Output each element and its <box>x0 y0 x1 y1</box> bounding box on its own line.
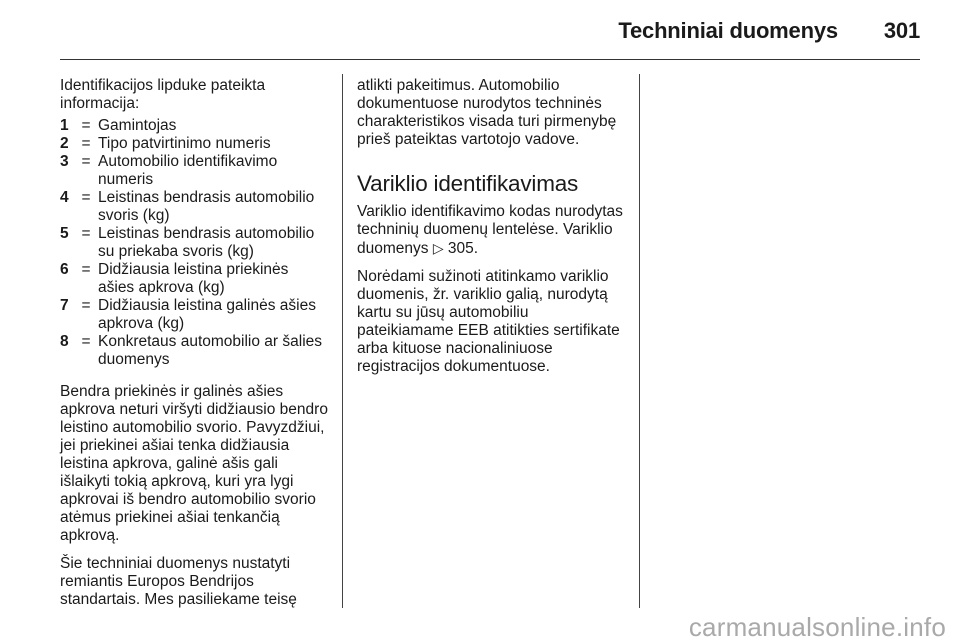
definition-item <box>60 153 328 189</box>
item-number: 6 <box>60 261 69 278</box>
item-equals: = <box>81 117 91 134</box>
item-equals: = <box>81 261 91 278</box>
item-equals: = <box>81 297 91 314</box>
item-text: Leistinas bendrasis automobilio svoris (kg) <box>98 189 315 224</box>
item-text: Konkretaus automobilio ar šalies duomenys <box>98 333 323 368</box>
item-number: 5 <box>60 225 69 242</box>
page-title: Techniniai duomenys <box>618 18 838 43</box>
engine-code-paragraph <box>357 203 629 258</box>
item-text: Automobilio identifikavimo numeris <box>98 153 278 188</box>
column-divider-2 <box>639 74 640 608</box>
label-intro: Identifikacijos lipduke pateikta informacija: <box>60 77 266 112</box>
item-equals: = <box>81 225 91 242</box>
right-column <box>357 77 629 386</box>
item-number: 8 <box>60 333 69 350</box>
watermark: carmanualsonline.info <box>688 612 946 642</box>
left-column <box>60 77 328 619</box>
definition-item <box>60 261 328 297</box>
definition-item <box>60 117 328 135</box>
page-reference-link[interactable]: 305. <box>447 240 479 257</box>
item-text: Didžiausia leistina galinės ašies apkrova (kg) <box>98 297 316 332</box>
section-heading: Variklio identifikavimas <box>357 171 579 196</box>
item-equals: = <box>81 135 91 152</box>
item-text: Tipo patvirtinimo numeris <box>98 135 271 152</box>
axle-load-paragraph: Bendra priekinės ir galinės ašies apkrova neturi viršyti didžiausio bendro leistino automobilio svorio. Pavyzdžiui, jei priekinei ašiai tenka didžiausia leistina apkrova, galinė ašis gali išlaikyti tokią apkrovą, kuri yra lygi apkrovai iš bendro automobilio svorio atėmus priekinei ašiai tenkančią apkrovą. <box>60 383 328 544</box>
engine-data-paragraph: Norėdami sužinoti atitinkamo variklio duomenis, žr. variklio galią, nurodytą kartu su jūsų automobiliu pateikiamame EEB atitikties sertifikate arba kituose nacionaliniuose registracijos dokumentuose. <box>357 268 620 375</box>
item-number: 2 <box>60 135 69 152</box>
header-rule <box>60 59 920 60</box>
item-number: 7 <box>60 297 69 314</box>
item-equals: = <box>81 153 91 170</box>
label-definition-list <box>60 117 328 369</box>
definition-item <box>60 135 328 153</box>
item-text: Leistinas bendrasis automobilio su priekaba svoris (kg) <box>98 225 315 260</box>
item-number: 4 <box>60 189 69 206</box>
item-number: 1 <box>60 117 69 134</box>
item-equals: = <box>81 189 91 206</box>
standards-paragraph: Šie techniniai duomenys nustatyti remiantis Europos Bendrijos standartais. Mes pasiliekame teisę <box>60 555 297 608</box>
definition-item <box>60 189 328 225</box>
item-number: 3 <box>60 153 69 170</box>
page-reference-icon: ▷ <box>432 240 444 256</box>
definition-item <box>60 297 328 333</box>
changes-paragraph: atlikti pakeitimus. Automobilio dokumentuose nurodytos techninės charakteristikos visada turi pirmenybę prieš pateiktas vartotojo vadove. <box>357 77 617 148</box>
definition-item <box>60 225 328 261</box>
item-equals: = <box>81 333 91 350</box>
page-header <box>60 14 920 48</box>
item-text: Didžiausia leistina priekinės ašies apkrova (kg) <box>98 261 289 296</box>
column-divider-1 <box>342 74 343 608</box>
definition-item <box>60 333 328 369</box>
page-number: 301 <box>883 18 920 43</box>
item-text: Gamintojas <box>98 117 177 134</box>
engine-code-text: Variklio identifikavimo kodas nurodytas techninių duomenų lentelėse. Variklio duomenys <box>357 203 623 257</box>
